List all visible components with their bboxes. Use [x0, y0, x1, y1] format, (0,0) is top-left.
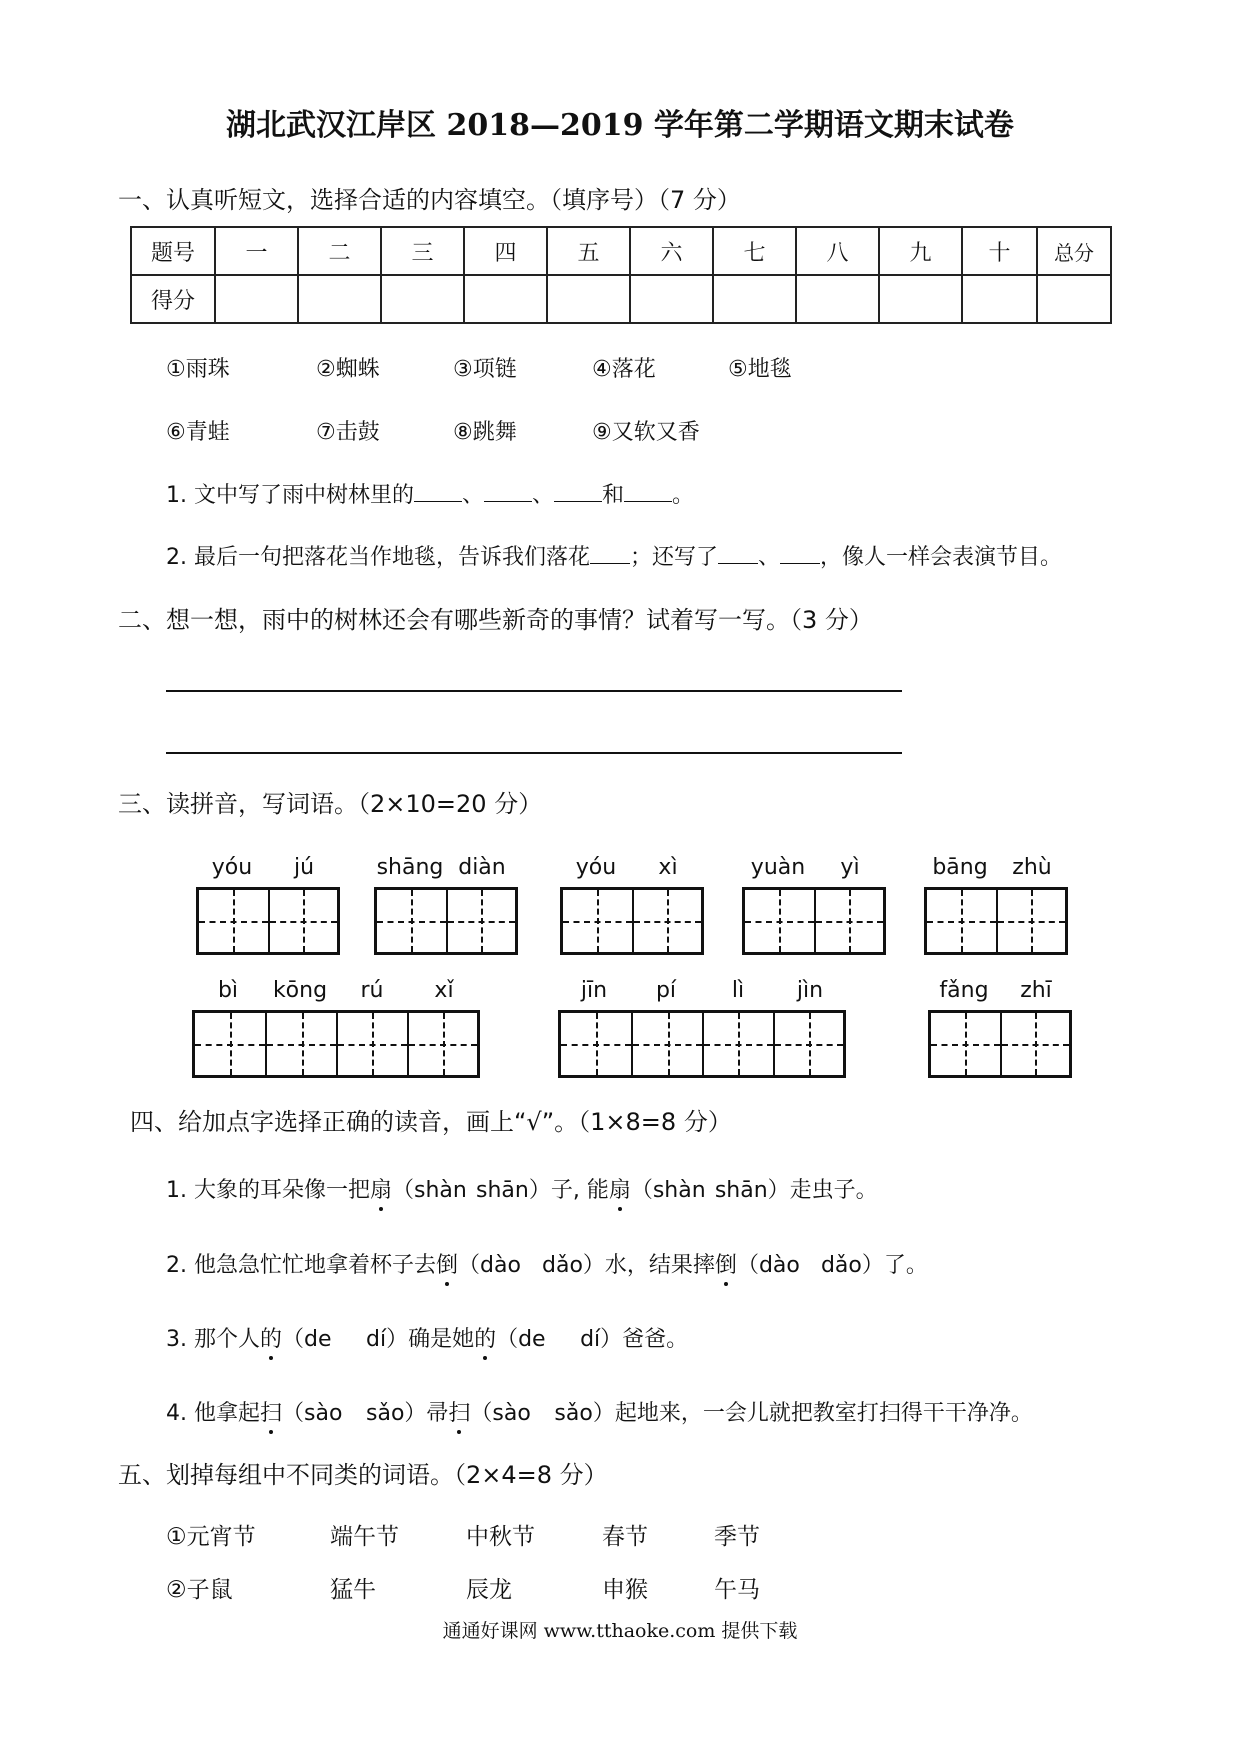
pinyin-label: yì	[840, 855, 860, 880]
score-cell[interactable]	[298, 275, 381, 323]
option-8: ⑧跳舞	[453, 420, 517, 445]
separator: 、	[461, 483, 484, 508]
question-text: 3. 那个人	[166, 1327, 260, 1352]
answer-blank[interactable]	[414, 501, 462, 502]
reading-option[interactable]: dí）确是她	[366, 1327, 475, 1352]
writing-grid[interactable]	[928, 1010, 1072, 1078]
reading-option[interactable]: （shàn	[392, 1178, 467, 1203]
reading-option[interactable]: dǎo）水，结果摔	[542, 1253, 715, 1278]
score-col-10: 十	[962, 227, 1037, 275]
reading-option[interactable]: （de	[282, 1327, 332, 1352]
section4-heading: 四、给加点字选择正确的读音，画上“√”。（1×8=8 分）	[130, 1108, 732, 1136]
word-option[interactable]: 中秋节	[466, 1524, 535, 1550]
exam-title: 湖北武汉江岸区 2018—2019 学年第二学期语文期末试卷	[226, 108, 1014, 143]
reading-option[interactable]: shān）子, 能	[476, 1178, 609, 1203]
question-text: 1. 文中写了雨中树林里的	[166, 483, 414, 508]
writing-grid[interactable]	[196, 887, 340, 955]
option-9: ⑨又软又香	[592, 420, 700, 445]
reading-option[interactable]: （shàn	[630, 1178, 706, 1203]
score-cell[interactable]	[215, 275, 298, 323]
score-col-7: 七	[713, 227, 796, 275]
dotted-character: 的	[474, 1322, 496, 1353]
dotted-character: 扇	[370, 1173, 392, 1204]
word-option[interactable]: 辰龙	[466, 1577, 512, 1603]
pinyin-word-1	[196, 855, 340, 957]
answer-line[interactable]	[166, 752, 902, 754]
pinyin-label: pí	[655, 978, 677, 1003]
writing-grid[interactable]	[742, 887, 886, 955]
question-text: ；还写了	[630, 545, 719, 570]
pinyin-label: bāng	[932, 855, 988, 880]
answer-line[interactable]	[166, 690, 902, 692]
option-3: ③项链	[453, 357, 517, 382]
question-text: 1. 大象的耳朵像一把	[166, 1178, 370, 1203]
footer-source: 通通好课网 www.tthaoke.com 提供下载	[442, 1620, 798, 1642]
score-cell[interactable]	[547, 275, 630, 323]
question-text: 2. 最后一句把落花当作地毯，告诉我们落花	[166, 545, 590, 570]
pinyin-word-5	[924, 855, 1068, 957]
score-cell[interactable]	[630, 275, 713, 323]
pinyin-label: yóu	[575, 855, 617, 880]
pinyin-label: yuàn	[750, 855, 806, 880]
option-5: ⑤地毯	[728, 357, 792, 382]
pinyin-label: shāng	[376, 855, 444, 880]
score-col-3: 三	[381, 227, 464, 275]
answer-blank[interactable]	[590, 563, 630, 564]
reading-option[interactable]: sǎo）起地来，一会儿就把教室打扫得干干净净。	[554, 1401, 1033, 1426]
conjunction: 和	[602, 483, 625, 508]
score-cell[interactable]	[464, 275, 547, 323]
section1-heading: 一、认真听短文，选择合适的内容填空。（填序号）（7 分）	[118, 186, 741, 214]
answer-blank[interactable]	[718, 563, 758, 564]
answer-blank[interactable]	[780, 563, 820, 564]
writing-grid[interactable]	[192, 1010, 480, 1078]
score-col-2: 二	[298, 227, 381, 275]
reading-option[interactable]: （dào	[736, 1253, 800, 1278]
reading-option[interactable]: （sào	[282, 1401, 343, 1426]
question-text: ，像人一样会表演节目。	[820, 545, 1063, 570]
reading-option[interactable]: dǎo）了。	[820, 1253, 928, 1278]
pinyin-label: kōng	[272, 978, 328, 1003]
writing-grid[interactable]	[560, 887, 704, 955]
score-col-9: 九	[879, 227, 962, 275]
writing-grid[interactable]	[374, 887, 518, 955]
pinyin-label: fǎng	[939, 978, 989, 1003]
option-7: ⑦击鼓	[316, 420, 380, 445]
section5-heading: 五、划掉每组中不同类的词语。（2×4=8 分）	[118, 1461, 608, 1489]
score-col-1: 一	[215, 227, 298, 275]
question-4-4	[166, 1396, 1033, 1427]
reading-option[interactable]: （de	[496, 1327, 546, 1352]
word-option[interactable]: ②子鼠	[166, 1577, 233, 1603]
score-col-5: 五	[547, 227, 630, 275]
score-col-6: 六	[630, 227, 713, 275]
word-option[interactable]: 申猴	[602, 1577, 648, 1603]
pinyin-label: zhī	[1020, 978, 1052, 1003]
score-cell[interactable]	[879, 275, 962, 323]
option-4: ④落花	[592, 357, 656, 382]
section2-heading: 二、想一想，雨中的树林还会有哪些新奇的事情？试着写一写。（3 分）	[118, 606, 873, 634]
score-table-row2-label: 得分	[131, 275, 215, 323]
pinyin-word-8	[928, 978, 1072, 1080]
answer-blank[interactable]	[554, 501, 602, 502]
writing-grid[interactable]	[558, 1010, 846, 1078]
score-table-row1-label: 题号	[131, 227, 215, 275]
pinyin-label: jú	[293, 855, 315, 880]
writing-grid[interactable]	[924, 887, 1068, 955]
score-cell[interactable]	[381, 275, 464, 323]
pinyin-label: xì	[658, 855, 678, 880]
pinyin-word-6	[192, 978, 480, 1080]
pinyin-label: jìn	[796, 978, 824, 1003]
question-1-1	[166, 478, 694, 509]
question-4-3	[166, 1322, 688, 1353]
word-option[interactable]: 春节	[602, 1524, 648, 1550]
separator: 、	[758, 545, 781, 570]
question-text: 2. 他急急忙忙地拿着杯子去	[166, 1253, 436, 1278]
pinyin-word-3	[560, 855, 704, 957]
reading-option[interactable]: sǎo）帚	[366, 1401, 449, 1426]
question-4-1	[166, 1173, 878, 1204]
answer-blank[interactable]	[624, 501, 672, 502]
pinyin-label: lì	[731, 978, 745, 1003]
dotted-character: 倒	[436, 1248, 458, 1279]
pinyin-word-2	[374, 855, 518, 957]
reading-option[interactable]: dí）爸爸。	[580, 1327, 689, 1352]
score-col-4: 四	[464, 227, 547, 275]
word-option[interactable]: 端午节	[330, 1524, 399, 1550]
question-text: 4. 他拿起	[166, 1401, 260, 1426]
question-1-2	[166, 540, 1062, 571]
word-option[interactable]: 季节	[714, 1524, 760, 1550]
pinyin-label: diàn	[458, 855, 506, 880]
dotted-character: 扫	[448, 1396, 470, 1427]
pinyin-word-7	[558, 978, 846, 1080]
pinyin-label: bì	[217, 978, 239, 1003]
option-2: ②蜘蛛	[316, 357, 380, 382]
word-option[interactable]: 午马	[714, 1577, 760, 1603]
reading-option[interactable]: shān）走虫子。	[714, 1178, 878, 1203]
score-cell[interactable]	[1037, 275, 1111, 323]
question-4-2	[166, 1248, 928, 1279]
reading-option[interactable]: （dào	[458, 1253, 521, 1278]
separator: 、	[532, 483, 555, 508]
dotted-character: 倒	[715, 1248, 737, 1279]
reading-option[interactable]: （sào	[470, 1401, 531, 1426]
score-col-total: 总分	[1037, 227, 1111, 275]
score-cell[interactable]	[962, 275, 1037, 323]
word-option[interactable]: 猛牛	[330, 1577, 376, 1603]
punctuation: 。	[672, 483, 695, 508]
section3-heading: 三、读拼音，写词语。（2×10=20 分）	[118, 790, 543, 818]
pinyin-word-4	[742, 855, 886, 957]
pinyin-label: jīn	[580, 978, 608, 1003]
score-table-score-row	[131, 275, 1111, 323]
word-option[interactable]: ①元宵节	[166, 1524, 256, 1550]
dotted-character: 扫	[260, 1396, 282, 1427]
score-col-8: 八	[796, 227, 879, 275]
pinyin-label: rú	[360, 978, 384, 1003]
dotted-character: 扇	[609, 1173, 631, 1204]
answer-blank[interactable]	[484, 501, 532, 502]
option-6: ⑥青蛙	[166, 420, 230, 445]
dotted-character: 的	[260, 1322, 282, 1353]
score-cell[interactable]	[713, 275, 796, 323]
pinyin-label: zhù	[1012, 855, 1052, 880]
option-1: ①雨珠	[166, 357, 230, 382]
pinyin-label: xǐ	[434, 978, 454, 1003]
pinyin-label: yóu	[211, 855, 253, 880]
score-cell[interactable]	[796, 275, 879, 323]
score-table	[130, 226, 1112, 324]
score-table-header-row	[131, 227, 1111, 275]
